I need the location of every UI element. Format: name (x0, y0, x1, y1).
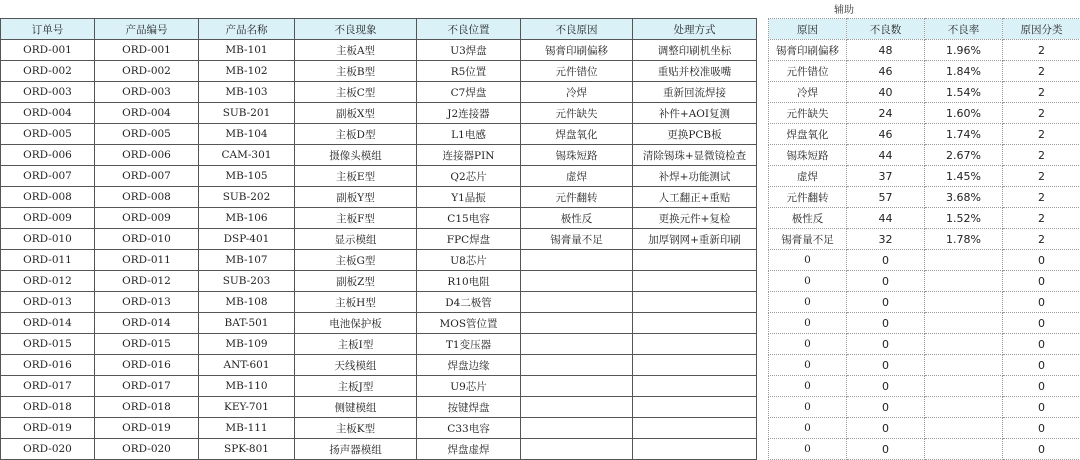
main-table-cell[interactable]: 侧键模组 (295, 397, 417, 418)
aux-table-cell[interactable]: 2 (1003, 145, 1080, 166)
main-table-cell[interactable] (521, 397, 633, 418)
main-table-body (1, 40, 757, 460)
aux-header-row (769, 19, 1080, 40)
main-table-cell[interactable]: 显示模组 (295, 229, 417, 250)
main-table-cell[interactable]: 锡膏印刷偏移 (521, 40, 633, 61)
main-table-cell[interactable] (633, 397, 757, 418)
table-row (769, 292, 1080, 313)
table-row (1, 355, 757, 376)
main-table-cell[interactable] (521, 376, 633, 397)
main-table-cell[interactable]: SPK-801 (199, 439, 295, 460)
main-table-cell[interactable]: 焊盘虚焊 (417, 439, 521, 460)
main-table-cell[interactable]: ORD-008 (95, 187, 199, 208)
main-table-cell[interactable]: 主板E型 (295, 166, 417, 187)
aux-table-cell[interactable]: 3.68% (925, 187, 1003, 208)
main-table-cell[interactable]: MB-103 (199, 82, 295, 103)
aux-table-cell[interactable]: 0 (1003, 334, 1080, 355)
main-table-cell[interactable]: ORD-012 (1, 271, 95, 292)
table-row (769, 418, 1080, 439)
main-table-cell[interactable]: 扬声器模组 (295, 439, 417, 460)
aux-table-body (769, 40, 1080, 460)
aux-table-cell[interactable]: 0 (769, 418, 847, 439)
aux-table-title: 辅助 (834, 1, 854, 16)
table-row (1, 439, 757, 460)
main-table-cell[interactable]: ORD-013 (1, 292, 95, 313)
main-table-cell[interactable]: ORD-007 (1, 166, 95, 187)
aux-table-cell[interactable]: 焊盘氧化 (769, 124, 847, 145)
aux-table-cell[interactable]: 0 (769, 355, 847, 376)
main-table-cell[interactable]: ORD-011 (1, 250, 95, 271)
main-table-cell[interactable]: 主板K型 (295, 418, 417, 439)
main-table-cell[interactable]: ORD-005 (1, 124, 95, 145)
aux-table-cell[interactable]: 1.52% (925, 208, 1003, 229)
main-table-cell[interactable]: MB-111 (199, 418, 295, 439)
main-table-cell[interactable] (521, 418, 633, 439)
main-table-cell[interactable]: 主板D型 (295, 124, 417, 145)
table-row (769, 397, 1080, 418)
main-table-cell[interactable]: 冷焊 (521, 82, 633, 103)
main-table-cell[interactable]: ORD-008 (1, 187, 95, 208)
table-row (769, 313, 1080, 334)
aux-table-cell[interactable] (925, 439, 1003, 460)
main-table-cell[interactable]: 元件缺失 (521, 103, 633, 124)
main-table-cell[interactable]: 补焊+功能测试 (633, 166, 757, 187)
aux-table-cell[interactable]: 0 (1003, 250, 1080, 271)
main-table-cell[interactable]: ORD-012 (95, 271, 199, 292)
aux-table-cell[interactable]: 0 (847, 250, 925, 271)
main-table-cell[interactable] (521, 250, 633, 271)
main-table-cell[interactable]: 重新回流焊接 (633, 82, 757, 103)
main-table-cell[interactable]: MB-108 (199, 292, 295, 313)
main-table-cell[interactable] (521, 313, 633, 334)
aux-table-cell[interactable]: 0 (1003, 376, 1080, 397)
main-table-cell[interactable]: 人工翻正+重贴 (633, 187, 757, 208)
main-table-cell[interactable]: ORD-009 (95, 208, 199, 229)
main-table-cell[interactable]: SUB-201 (199, 103, 295, 124)
aux-table-cell[interactable]: 2 (1003, 187, 1080, 208)
main-table-cell[interactable] (633, 376, 757, 397)
main-table-cell[interactable]: 锡膏量不足 (521, 229, 633, 250)
aux-column-header[interactable]: 不良率 (925, 19, 1003, 40)
main-table-cell[interactable]: ORD-010 (1, 229, 95, 250)
main-table-cell[interactable]: ORD-017 (95, 376, 199, 397)
aux-table-cell[interactable]: 冷焊 (769, 82, 847, 103)
main-column-header[interactable]: 处理方式 (633, 19, 757, 40)
aux-table-cell[interactable]: 0 (847, 439, 925, 460)
aux-table-cell[interactable]: 0 (847, 418, 925, 439)
main-table-cell[interactable]: ORD-016 (1, 355, 95, 376)
main-table-cell[interactable]: 主板B型 (295, 61, 417, 82)
main-table-cell[interactable]: L1电感 (417, 124, 521, 145)
aux-table-cell[interactable]: 0 (1003, 355, 1080, 376)
aux-table-cell[interactable]: 2 (1003, 166, 1080, 187)
table-row (769, 229, 1080, 250)
main-table-cell[interactable]: 主板H型 (295, 292, 417, 313)
main-table-cell[interactable]: ORD-014 (1, 313, 95, 334)
aux-summary-table (768, 18, 1080, 460)
table-row (769, 40, 1080, 61)
main-column-header[interactable]: 不良原因 (521, 19, 633, 40)
aux-table-cell[interactable]: 锡膏量不足 (769, 229, 847, 250)
defect-records-table (0, 18, 757, 460)
table-row (1, 103, 757, 124)
aux-table-cell[interactable]: 0 (847, 355, 925, 376)
main-table-cell[interactable]: MB-104 (199, 124, 295, 145)
main-header-row (1, 19, 757, 40)
aux-table-cell[interactable]: 57 (847, 187, 925, 208)
aux-table-cell[interactable]: 37 (847, 166, 925, 187)
main-table-cell[interactable]: 加厚钢网+重新印刷 (633, 229, 757, 250)
table-row (769, 124, 1080, 145)
aux-table-cell[interactable]: 2.67% (925, 145, 1003, 166)
aux-table-cell[interactable]: 1.45% (925, 166, 1003, 187)
main-table-cell[interactable]: ORD-020 (95, 439, 199, 460)
aux-table-cell[interactable] (925, 292, 1003, 313)
main-table-cell[interactable]: MB-107 (199, 250, 295, 271)
aux-table-cell[interactable]: 44 (847, 208, 925, 229)
main-table-cell[interactable]: ORD-011 (95, 250, 199, 271)
main-table-cell[interactable]: 主板C型 (295, 82, 417, 103)
main-table-cell[interactable]: C15电容 (417, 208, 521, 229)
main-table-cell[interactable]: 调整印刷机坐标 (633, 40, 757, 61)
main-table-cell[interactable]: ORD-002 (95, 61, 199, 82)
main-table-cell[interactable] (521, 271, 633, 292)
main-table-cell[interactable] (633, 334, 757, 355)
main-table-cell[interactable]: C7焊盘 (417, 82, 521, 103)
aux-table-cell[interactable]: 0 (847, 397, 925, 418)
main-table-cell[interactable] (521, 292, 633, 313)
table-row (1, 82, 757, 103)
aux-table-cell[interactable]: 44 (847, 145, 925, 166)
main-table-cell[interactable]: ANT-601 (199, 355, 295, 376)
main-table-cell[interactable] (633, 418, 757, 439)
aux-table-cell[interactable]: 2 (1003, 82, 1080, 103)
main-table-cell[interactable]: 副板Y型 (295, 187, 417, 208)
main-table-cell[interactable]: J2连接器 (417, 103, 521, 124)
aux-column-header[interactable]: 原因 (769, 19, 847, 40)
main-table-cell[interactable]: ORD-014 (95, 313, 199, 334)
aux-table-cell[interactable] (925, 355, 1003, 376)
aux-table-cell[interactable]: 2 (1003, 124, 1080, 145)
main-table-cell[interactable]: ORD-009 (1, 208, 95, 229)
main-table-cell[interactable]: MB-106 (199, 208, 295, 229)
main-table-cell[interactable]: 元件错位 (521, 61, 633, 82)
main-table-cell[interactable]: MB-109 (199, 334, 295, 355)
table-row (769, 271, 1080, 292)
aux-table-cell[interactable] (925, 271, 1003, 292)
table-row (769, 439, 1080, 460)
table-row (1, 124, 757, 145)
table-row (1, 40, 757, 61)
main-table-cell[interactable]: MB-101 (199, 40, 295, 61)
main-table-cell[interactable]: ORD-004 (95, 103, 199, 124)
aux-table-cell[interactable] (925, 250, 1003, 271)
main-column-header[interactable]: 不良位置 (417, 19, 521, 40)
aux-table-cell[interactable]: 2 (1003, 208, 1080, 229)
main-table-cell[interactable]: KEY-701 (199, 397, 295, 418)
aux-table-cell[interactable]: 虚焊 (769, 166, 847, 187)
aux-table-cell[interactable]: 2 (1003, 61, 1080, 82)
main-table-cell[interactable] (633, 271, 757, 292)
main-table-cell[interactable]: DSP-401 (199, 229, 295, 250)
main-table-cell[interactable]: ORD-005 (95, 124, 199, 145)
main-table-cell[interactable]: 副板X型 (295, 103, 417, 124)
table-row (769, 145, 1080, 166)
main-table-cell[interactable]: FPC焊盘 (417, 229, 521, 250)
aux-table-cell[interactable]: 2 (1003, 229, 1080, 250)
aux-table-cell[interactable]: 极性反 (769, 208, 847, 229)
aux-table-cell[interactable] (925, 418, 1003, 439)
main-table-cell[interactable]: MOS管位置 (417, 313, 521, 334)
main-column-header[interactable]: 产品名称 (199, 19, 295, 40)
table-row (1, 229, 757, 250)
aux-table-cell[interactable]: 46 (847, 61, 925, 82)
main-table-cell[interactable]: ORD-018 (1, 397, 95, 418)
main-column-header[interactable]: 产品编号 (95, 19, 199, 40)
main-table-cell[interactable] (633, 313, 757, 334)
aux-table-cell[interactable]: 0 (1003, 292, 1080, 313)
aux-table-cell[interactable] (925, 376, 1003, 397)
main-table-cell[interactable]: 连接器PIN (417, 145, 521, 166)
aux-table-cell[interactable]: 1.60% (925, 103, 1003, 124)
aux-table-cell[interactable]: 0 (847, 271, 925, 292)
main-table-cell[interactable]: 极性反 (521, 208, 633, 229)
aux-table-cell[interactable]: 0 (769, 313, 847, 334)
aux-table-cell[interactable]: 0 (847, 376, 925, 397)
main-table-cell[interactable]: SUB-203 (199, 271, 295, 292)
main-table-cell[interactable]: ORD-018 (95, 397, 199, 418)
aux-table-cell[interactable]: 0 (769, 250, 847, 271)
main-table-cell[interactable]: 元件翻转 (521, 187, 633, 208)
main-table-cell[interactable] (521, 439, 633, 460)
table-row (769, 334, 1080, 355)
aux-table-cell[interactable] (925, 397, 1003, 418)
main-table-cell[interactable]: D4二极管 (417, 292, 521, 313)
aux-table-cell[interactable]: 0 (847, 334, 925, 355)
main-table-cell[interactable]: U3焊盘 (417, 40, 521, 61)
main-table-cell[interactable]: ORD-019 (1, 418, 95, 439)
aux-table-cell[interactable]: 1.74% (925, 124, 1003, 145)
main-column-header[interactable]: 订单号 (1, 19, 95, 40)
main-table-cell[interactable]: 主板F型 (295, 208, 417, 229)
table-row (769, 82, 1080, 103)
main-table-cell[interactable]: 主板J型 (295, 376, 417, 397)
main-table-cell[interactable]: 副板Z型 (295, 271, 417, 292)
main-table-cell[interactable]: 重贴并校准吸嘴 (633, 61, 757, 82)
main-table-cell[interactable]: 天线模组 (295, 355, 417, 376)
main-table-cell[interactable] (633, 439, 757, 460)
main-table-cell[interactable]: 补件+AOI复测 (633, 103, 757, 124)
main-table-cell[interactable] (521, 355, 633, 376)
aux-table-cell[interactable]: 锡膏印刷偏移 (769, 40, 847, 61)
aux-table-cell[interactable]: 32 (847, 229, 925, 250)
main-table-cell[interactable]: 虚焊 (521, 166, 633, 187)
main-table-cell[interactable]: 主板A型 (295, 40, 417, 61)
main-table-cell[interactable]: ORD-003 (95, 82, 199, 103)
table-row (1, 397, 757, 418)
aux-table-cell[interactable]: 40 (847, 82, 925, 103)
main-table-cell[interactable]: ORD-006 (95, 145, 199, 166)
table-row (769, 166, 1080, 187)
main-table-cell[interactable]: 按键焊盘 (417, 397, 521, 418)
main-table-cell[interactable]: ORD-001 (1, 40, 95, 61)
table-row (769, 103, 1080, 124)
main-table-cell[interactable]: U8芯片 (417, 250, 521, 271)
main-table-cell[interactable]: ORD-003 (1, 82, 95, 103)
main-table-cell[interactable] (633, 355, 757, 376)
main-table-cell[interactable]: ORD-019 (95, 418, 199, 439)
main-column-header[interactable]: 不良现象 (295, 19, 417, 40)
main-table-cell[interactable]: T1变压器 (417, 334, 521, 355)
main-table-cell[interactable]: BAT-501 (199, 313, 295, 334)
main-table-cell[interactable]: 更换PCB板 (633, 124, 757, 145)
main-table-cell[interactable]: CAM-301 (199, 145, 295, 166)
main-table-cell[interactable] (633, 250, 757, 271)
aux-table-cell[interactable]: 0 (1003, 439, 1080, 460)
main-table-cell[interactable]: R5位置 (417, 61, 521, 82)
aux-table-cell[interactable]: 0 (1003, 418, 1080, 439)
table-row (1, 166, 757, 187)
aux-table-cell[interactable]: 46 (847, 124, 925, 145)
main-table-cell[interactable]: Q2芯片 (417, 166, 521, 187)
main-table-cell[interactable]: ORD-001 (95, 40, 199, 61)
aux-table-cell[interactable]: 0 (1003, 397, 1080, 418)
aux-table-cell[interactable]: 0 (847, 313, 925, 334)
main-table-cell[interactable]: R10电阻 (417, 271, 521, 292)
table-row (769, 208, 1080, 229)
main-table-cell[interactable]: ORD-004 (1, 103, 95, 124)
main-table-cell[interactable]: 主板G型 (295, 250, 417, 271)
table-row (769, 355, 1080, 376)
main-table-cell[interactable]: C33电容 (417, 418, 521, 439)
aux-table-cell[interactable] (925, 313, 1003, 334)
main-table-cell[interactable]: Y1晶振 (417, 187, 521, 208)
table-row (1, 250, 757, 271)
aux-table-cell[interactable]: 1.54% (925, 82, 1003, 103)
table-row (1, 313, 757, 334)
main-table-cell[interactable]: 电池保护板 (295, 313, 417, 334)
aux-table-cell[interactable]: 元件翻转 (769, 187, 847, 208)
aux-column-header[interactable]: 不良数 (847, 19, 925, 40)
main-table-cell[interactable]: 摄像头模组 (295, 145, 417, 166)
table-row (1, 61, 757, 82)
main-table-cell[interactable]: MB-110 (199, 376, 295, 397)
table-row (769, 187, 1080, 208)
main-table-cell[interactable]: 主板I型 (295, 334, 417, 355)
aux-table-cell[interactable]: 0 (769, 271, 847, 292)
aux-table-cell[interactable]: 元件缺失 (769, 103, 847, 124)
main-table-cell[interactable]: ORD-002 (1, 61, 95, 82)
main-table-cell[interactable]: ORD-016 (95, 355, 199, 376)
main-table-cell[interactable]: ORD-015 (1, 334, 95, 355)
aux-table-cell[interactable]: 0 (847, 292, 925, 313)
aux-column-header[interactable]: 原因分类 (1003, 19, 1080, 40)
main-table-cell[interactable]: ORD-017 (1, 376, 95, 397)
aux-table-cell[interactable] (925, 334, 1003, 355)
aux-table-cell[interactable]: 2 (1003, 103, 1080, 124)
table-row (1, 208, 757, 229)
table-row (1, 187, 757, 208)
aux-table-cell[interactable]: 0 (769, 334, 847, 355)
aux-table-cell[interactable]: 24 (847, 103, 925, 124)
aux-table-cell[interactable]: 元件错位 (769, 61, 847, 82)
main-table-cell[interactable]: 焊盘边缘 (417, 355, 521, 376)
table-row (1, 334, 757, 355)
main-table-cell[interactable]: 清除锡珠+显微镜检查 (633, 145, 757, 166)
main-table-cell[interactable]: ORD-020 (1, 439, 95, 460)
aux-table-cell[interactable]: 48 (847, 40, 925, 61)
main-table-cell[interactable]: SUB-202 (199, 187, 295, 208)
aux-table-cell[interactable]: 锡珠短路 (769, 145, 847, 166)
main-table-cell[interactable]: 更换元件+复检 (633, 208, 757, 229)
aux-table-cell[interactable]: 1.96% (925, 40, 1003, 61)
main-table-cell[interactable] (633, 292, 757, 313)
aux-table-cell[interactable]: 0 (769, 292, 847, 313)
aux-table-cell[interactable]: 1.78% (925, 229, 1003, 250)
aux-table-cell[interactable]: 2 (1003, 40, 1080, 61)
main-table-cell[interactable]: ORD-007 (95, 166, 199, 187)
main-table-cell[interactable]: MB-102 (199, 61, 295, 82)
main-table-cell[interactable]: ORD-006 (1, 145, 95, 166)
main-table-cell[interactable]: 焊盘氧化 (521, 124, 633, 145)
aux-table-cell[interactable]: 1.84% (925, 61, 1003, 82)
table-row (769, 61, 1080, 82)
table-row (1, 145, 757, 166)
table-row (1, 292, 757, 313)
aux-table-cell[interactable]: 0 (769, 439, 847, 460)
aux-table-cell[interactable]: 0 (1003, 271, 1080, 292)
aux-table-cell[interactable]: 0 (769, 376, 847, 397)
main-table-cell[interactable] (521, 334, 633, 355)
main-table-cell[interactable]: ORD-010 (95, 229, 199, 250)
main-table-cell[interactable]: MB-105 (199, 166, 295, 187)
table-row (1, 271, 757, 292)
aux-table-cell[interactable]: 0 (1003, 313, 1080, 334)
table-row (1, 376, 757, 397)
main-table-cell[interactable]: ORD-015 (95, 334, 199, 355)
aux-table-cell[interactable]: 0 (769, 397, 847, 418)
main-table-cell[interactable]: ORD-013 (95, 292, 199, 313)
table-row (769, 250, 1080, 271)
table-row (1, 418, 757, 439)
table-row (769, 376, 1080, 397)
main-table-cell[interactable]: U9芯片 (417, 376, 521, 397)
main-table-cell[interactable]: 锡珠短路 (521, 145, 633, 166)
